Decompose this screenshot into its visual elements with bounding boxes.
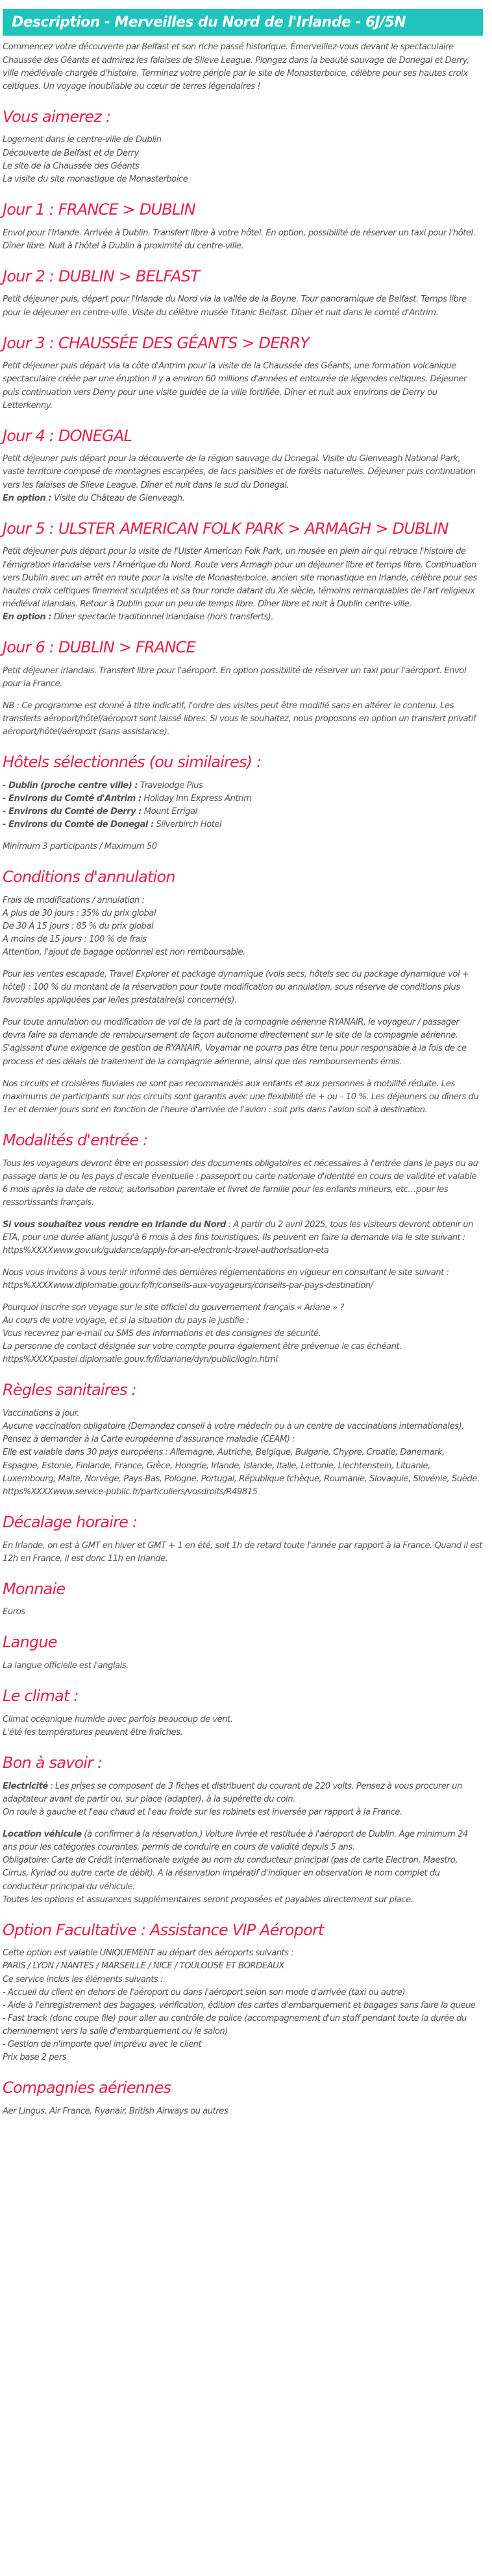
vip-line: - Fast track (donc coupe file) pour aller au contrôle de police (accompagnement d'un staff pendant toute la durée du cheminement vers la salle d'embarquement ou le salon): [3, 2013, 467, 2036]
rental-label: Location véhicule: [3, 1830, 82, 1840]
hotel-item: [3, 818, 483, 831]
day-5-heading: Jour 5 : ULSTER AMERICAN FOLK PARK > ARMAGH > DUBLIN: [3, 519, 449, 538]
climat-line: Climat océanique humide avec parfois beaucoup de vent.: [3, 1715, 233, 1725]
climat-body: [3, 1713, 483, 1739]
day-5-text: Petit déjeuner puis départ pour la visite de l'Ulster American Folk Park, un musée en plein air qui retrace l'histoire de l'émigration irlandaise vers l'Amérique du Nord. Route vers Armagh pour un déjeuner libre et temps libre. Continuation vers Dublin avec un arrêt en route pour la visite de Monasterboice, ancien site monastique en Irlande, célèbre pour ses hautes croix celtiques finement sculptées et sa tour ronde datant du Xe siècle, témoins remarquables de l'art religieux médiéval irlandais. Retour à Dublin pour un peu de temps libre. Dîner libre et nuit à Dublin centre-ville.: [3, 547, 477, 609]
vip-line: - Accueil du client en dehors de l'aéroport ou dans l'aéroport selon son mode d'arrivée (taxi ou autre): [3, 1987, 406, 1998]
vip-line: - Aide à l'enregistrement des bagages, vérification, édition des cartes d'embarquement et bagages sans faire la queue: [3, 2000, 476, 2010]
modalites-ariane: [3, 1302, 483, 1366]
rental-text: Location véhicule (à confirmer à la réservation.) Voiture livrée et restituée à l'aéroport de Dublin. Age minimum 24 ans pour les catégories courantes, permis de conduire en cours de validité depuis 5 ans.: [3, 1830, 468, 1853]
hotels-heading: Hôtels sélectionnés (ou similaires) :: [3, 752, 262, 771]
ariane-link: https%XXXXpastel.diplomatie.gouv.fr/fildariane/dyn/public/login.html: [3, 1355, 278, 1365]
hotel-item: [3, 793, 483, 805]
day-1-heading: Jour 1 : FRANCE > DUBLIN: [3, 200, 195, 219]
day-3-heading: Jour 3 : CHAUSSÉE DES GÉANTS > DERRY: [3, 333, 310, 352]
ariane-line: Vous recevrez par e-mail ou SMS des informations et des consignes de sécurité.: [3, 1329, 321, 1339]
monnaie-text: Euros: [3, 1607, 25, 1617]
bon-a-savoir-heading: Bon à savoir :: [3, 1754, 103, 1772]
road-text: On roule à gauche et l'eau chaud et l'eau froide sur les robinets est inversée par rapport à la France.: [3, 1807, 402, 1818]
hotel-location: - Environs du Comté de Derry :: [3, 806, 142, 817]
modalites-heading: Modalités d'entrée :: [3, 1130, 148, 1149]
hotel-location: - Environs du Comté d'Antrim :: [3, 793, 141, 804]
description-title-banner: Description - Merveilles du Nord de l'Irlande - 6J/5N: [3, 9, 483, 36]
vip-body: [3, 1947, 483, 2064]
electricity-label: Electricité: [3, 1782, 48, 1792]
hotel-location: - Environs du Comté de Donegal :: [3, 819, 154, 829]
monnaie-heading: Monnaie: [3, 1579, 66, 1598]
vous-aimerez-heading: Vous aimerez :: [3, 107, 111, 126]
fee-line: Frais de modifications / annulation :: [3, 895, 145, 905]
participants-note: Minimum 3 participants / Maximum 50: [3, 842, 157, 852]
hotel-item: [3, 780, 483, 793]
day-6-text: Petit déjeuner irlandais. Transfert libre pour l'aéroport. En option possibilité de réserver un taxi pour l'aéroport. Envol pour la France.: [3, 665, 467, 689]
langue-text: La langue officielle est l'anglais.: [3, 1661, 129, 1671]
fee-line: A plus de 30 jours : 35% du prix global: [3, 908, 156, 918]
hotel-name: Travelodge Plus: [138, 780, 203, 791]
day-4-body: [3, 453, 483, 505]
hotels-list: [3, 780, 483, 831]
hotel-location: - Dublin (proche centre ville) :: [3, 780, 138, 791]
day-6-heading: Jour 6 : DUBLIN > FRANCE: [3, 638, 195, 656]
conditions-fees: [3, 894, 483, 959]
day-3-text: Petit déjeuner puis départ via la côte d'Antrim pour la visite de la Chaussée des Géants, une formation volcanique spectaculaire créée par une éruption il y a environ 60 millions d'années et entourée de légendes celtiques. Déjeuner puis continuation vers Derry pour une visite guidée de la ville fortifiée. Dîner et nuit aux environs de Derry ou Letterkenny.: [3, 361, 467, 411]
fee-line: A moins de 15 jours : 100 % de frais: [3, 935, 147, 945]
trip-description: [0, 9, 492, 2118]
list-item: Découverte de Belfast et de Derry: [3, 148, 139, 158]
decalage-heading: Décalage horaire :: [3, 1512, 138, 1531]
compagnies-text: Aer Lingus, Air France, Ryanair, British Airways ou autres: [3, 2106, 228, 2116]
hotel-name: Silverbirch Hotel: [153, 819, 222, 829]
climat-heading: Le climat :: [3, 1687, 79, 1706]
vip-line: Ce service inclus les éléments suivants :: [3, 1974, 163, 1985]
day-4-option: [3, 492, 483, 505]
hotel-name: Holiday Inn Express Antrim: [141, 793, 252, 804]
vip-heading: Option Facultative : Assistance VIP Aéroport: [3, 1920, 324, 1939]
option-label: En option :: [3, 612, 52, 622]
day-1-text: Envol pour l'Irlande. Arrivée à Dublin. Transfert libre à votre hôtel. En option, possibilité de réserver un taxi pour l'hôtel. Dîner libre. Nuit à l'hôtel à Dublin à proximité du centre-ville.: [3, 228, 476, 251]
day-5-option: [3, 611, 483, 624]
vip-line: PARIS / LYON / NANTES / MARSEILLE / NICE / TOULOUSE ET BORDEAUX: [3, 1961, 284, 1972]
list-item: Logement dans le centre-ville de Dublin: [3, 135, 162, 145]
vous-aimerez-list: [3, 134, 483, 185]
rental-line: Toutes les options et assurances supplémentaires seront proposées et payables directement sur place.: [3, 1894, 413, 1905]
decalage-text: En Irlande, on est à GMT en hiver et GMT + 1 en été, soit 1h de retard toute l'année par rapport à la France. Quand il est 12h en France, il est donc 11h en Irlande.: [3, 1540, 482, 1564]
electricity-text: Electricité : Les prises se composent de 3 fiches et distribuent du courant de 220 volts. Pensez à vous procurer un adaptateur avant de partir ou, sur place (adapter), à la supérette du coin.: [3, 1782, 462, 1805]
rental-line: Obligatoire: Carte de Crédit internationale exigée au nom du conducteur principal (pas de carte Electron, Maestro, Cirrus, Kyriad ou autre carte de débit). A la réservation impératif d'indiquer en observation le nom complet du conducteur principal du véhicule.: [3, 1855, 458, 1892]
list-item: La visite du site monastique de Monasterboice: [3, 174, 188, 184]
compagnies-heading: Compagnies aériennes: [3, 2078, 171, 2097]
option-label: En option :: [3, 493, 52, 503]
climat-line: L'été les températures peuvent être fraîches.: [3, 1728, 183, 1738]
nb-note: NB : Ce programme est donné à titre indicatif, l'ordre des visites peut être modifié sans en altérer le contenu. Les transferts aéroport/hôtel/aéroport sont laissé libres. Si vous le souhaitez, nous proposons en option un transfert privatif aéroport/hôtel/aéroport (sans assistance).: [3, 700, 476, 737]
option-text: Visite du Château de Glenveagh.: [51, 493, 185, 503]
intro-paragraph: Commencez votre découverte par Belfast et son riche passé historique. Émerveillez-vous devant le spectaculaire Chaussée des Géants et admirez les falaises de Slieve League. Plongez dans la beauté sauvage de Donegal et Derry, ville médiévale chargée d'histoire. Terminez votre périple par le site de Monasterboice, célèbre pour ses hautes croix celtiques. Un voyage inoubliable au cœur de terres légendaires !: [3, 42, 469, 91]
conditions-dynamic-packages: Pour les ventes escapade, Travel Explorer et package dynamique (vols secs, hôtels sec ou package dynamique vol + hôtel) : 100 % du montant de la réservation pour toute modification ou annulation, sous réserve de conditions plus favorables appliquées par le/les prestataire(s) concerné(s).: [3, 970, 469, 1006]
vip-line: Prix base 2 pers: [3, 2052, 67, 2062]
sanitaires-body: [3, 1407, 483, 1498]
modalites-eta: [3, 1219, 483, 1258]
conditions-ryanair: Pour toute annulation ou modification de vol de la part de la compagnie aérienne RYANAIR, le voyageur / passager devra faire sa demande de remboursement de façon autonome directement sur le site de la compagnie aérienne. S'agissant d'une exigence de gestion de RYANAIR, Voyamar ne pourra pas être tenu pour responsable à la fois de ce process et des délais de traitement de la compagnie aérienne, ainsi que des remboursements émis.: [3, 1018, 467, 1067]
conditions-heading: Conditions d'annulation: [3, 868, 175, 887]
sanitaires-line: Pensez à demander à la Carte européenne d'assurance maladie (CEAM) :: [3, 1435, 295, 1445]
eta-text: : A partir du 2 avril 2025, tous les visiteurs devront obtenir un ETA, pour une durée allant jusqu'à 6 mois à des fins touristiques. Ils peuvent en faire la demande via le site suivant : https%XXXXwww.gov.uk/guidance/apply-for-an-electronic-travel-authorisation-eta: [3, 1219, 473, 1256]
option-text: Dîner spectacle traditionnel irlandaise (hors transferts).: [51, 612, 274, 622]
hotel-name: Mount Errigal: [141, 806, 197, 817]
langue-heading: Langue: [3, 1633, 57, 1652]
day-2-text: Petit déjeuner puis, départ pour l'Irlande du Nord via la vallée de la Boyne. Tour panoramique de Belfast. Temps libre pour le déjeuner en centre-ville. Visite du célèbre musée Titanic Belfast. Dîner et nuit dans le comté d'Antrim.: [3, 294, 467, 318]
sanitaires-link: https%XXXXwww.service-public.fr/particuliers/vosdroits/R49815: [3, 1486, 258, 1497]
vip-line: Cette option est valable UNIQUEMENT au départ des aéroports suivants :: [3, 1948, 294, 1959]
ariane-line: Au cours de votre voyage, et si la situation du pays le justifie :: [3, 1316, 249, 1326]
ariane-line: La personne de contact désignée sur votre compte pourra également être prévenue le cas échéant.: [3, 1342, 402, 1352]
day-2-heading: Jour 2 : DUBLIN > BELFAST: [3, 267, 200, 285]
conditions-circuits: Nos circuits et croisières fluviales ne sont pas recommandés aux enfants et aux personnes à mobilité réduite. Les maximums de participants sur nos circuits sont garantis avec une flexibilité de + ou – 10 %. Les déjeuners ou dîners du 1er et dernier jours sont en fonction de l'heure d'arrivée de l'avion : soit pris dans l'avion soit à destination.: [3, 1079, 479, 1115]
sanitaires-heading: Règles sanitaires :: [3, 1381, 136, 1400]
eta-label: Si vous souhaitez vous rendre en Irlande du Nord: [3, 1219, 227, 1230]
modalites-regulations: Nous vous invitons à vous tenir informé des dernières réglementations en vigueur en consultant le site suivant : https%XXXXwww.diplomatie.gouv.fr/fr/conseils-aux-voyageurs/conseils-par-pays-destination/: [3, 1268, 449, 1291]
vip-line: - Gestion de n'importe quel imprévu avec le client: [3, 2039, 202, 2049]
sanitaires-line: Aucune vaccination obligatoire (Demandez conseil à votre médecin ou à un centre de vaccinations internationales).: [3, 1422, 464, 1432]
modalites-documents: Tous les voyageurs devront être en possession des documents obligatoires et nécessaires à l'entrée dans le pays ou au passage dans le ou les pays d'escale éventuelle : passeport ou carte nationale d'identité en cours de validité et valable 6 mois après la date de retour, autorisation parentale et livret de famille pour les enfants mineurs, etc…pour les ressortissants français.: [3, 1158, 478, 1208]
day-4-text: Petit déjeuner puis départ pour la découverte de la région sauvage du Donegal. Visite du Glenveagh National Park, vaste territoire composé de montagnes escarpées, de lacs paisibles et de forêts naturelles. Déjeuner puis continuation vers les falaises de Slieve League. Dîner et nuit dans le sud du Donegal.: [3, 454, 476, 490]
fee-line: Attention, l'ajout de bagage optionnel est non remboursable.: [3, 948, 245, 958]
list-item: Le site de la Chaussée des Géants: [3, 161, 140, 171]
sanitaires-line: Vaccinations à jour.: [3, 1409, 79, 1419]
bon-a-savoir-rental: [3, 1828, 483, 1906]
hotel-item: [3, 805, 483, 818]
day-5-body: [3, 545, 483, 623]
sanitaires-line: Elle est valable dans 30 pays européens : Allemagne, Autriche, Belgique, Bulgarie, Chypre, Croatie, Danemark, Espagne, Estonie, Finlande, France, Grèce, Hongrie, Irlande, Islande, Italie, Lettonie, Liechtenstein, Lituanie, Luxembourg, Malte, Norvège, Pays-Bas, Pologne, Portugal, République tchèque, Roumanie, Slovaquie, Slovénie, Suède.: [3, 1448, 480, 1484]
ariane-line: Pourquoi inscrire son voyage sur le site officiel du gouvernement français « Ariane » ?: [3, 1303, 344, 1313]
day-4-heading: Jour 4 : DONEGAL: [3, 426, 132, 445]
bon-a-savoir-electricity: [3, 1780, 483, 1819]
fee-line: De 30 À 15 jours : 85 % du prix global: [3, 921, 154, 931]
